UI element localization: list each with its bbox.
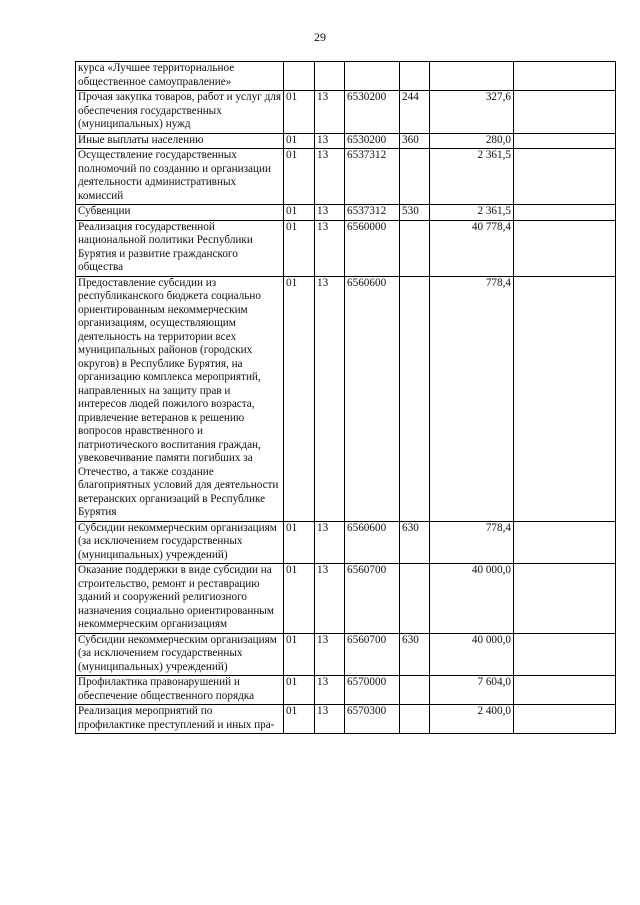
- row-subsection-cell: 13: [315, 521, 345, 564]
- row-empty-cell: [514, 62, 616, 91]
- table-row: [76, 705, 616, 734]
- row-empty-cell: [514, 91, 616, 134]
- row-section-cell: [284, 62, 315, 91]
- row-subsection-cell: 13: [315, 149, 345, 205]
- row-type-cell: 530: [400, 205, 430, 221]
- row-target-cell: [345, 62, 400, 91]
- table-row: [76, 91, 616, 134]
- table-row: [76, 149, 616, 205]
- row-amount-cell: 40 778,4: [430, 220, 514, 276]
- row-name-cell: курса «Лучшее территориальное общественное самоуправление»: [76, 62, 284, 91]
- table-body: [76, 62, 616, 734]
- row-amount-cell: 2 361,5: [430, 205, 514, 221]
- row-amount-cell: 2 361,5: [430, 149, 514, 205]
- row-section-cell: 01: [284, 91, 315, 134]
- row-type-cell: [400, 62, 430, 91]
- row-name-cell: Субсидии некоммерческим организациям (за исключением государственных (муниципальных) учреждений): [76, 633, 284, 676]
- row-type-cell: [400, 705, 430, 734]
- row-subsection-cell: 13: [315, 133, 345, 149]
- row-amount-cell: 778,4: [430, 521, 514, 564]
- row-target-cell: 6560700: [345, 633, 400, 676]
- row-subsection-cell: 13: [315, 205, 345, 221]
- row-subsection-cell: 13: [315, 91, 345, 134]
- row-name-cell: Профилактика правонарушений и обеспечение общественного порядка: [76, 676, 284, 705]
- row-amount-cell: 40 000,0: [430, 564, 514, 634]
- row-amount-cell: [430, 62, 514, 91]
- row-name-cell: Иные выплаты населению: [76, 133, 284, 149]
- row-amount-cell: 2 400,0: [430, 705, 514, 734]
- table-row: [76, 564, 616, 634]
- row-section-cell: 01: [284, 564, 315, 634]
- budget-table: [75, 61, 616, 734]
- table-row: [76, 205, 616, 221]
- row-empty-cell: [514, 220, 616, 276]
- row-section-cell: 01: [284, 633, 315, 676]
- row-target-cell: 6560700: [345, 564, 400, 634]
- row-amount-cell: 7 604,0: [430, 676, 514, 705]
- row-empty-cell: [514, 676, 616, 705]
- row-empty-cell: [514, 564, 616, 634]
- row-section-cell: 01: [284, 149, 315, 205]
- row-empty-cell: [514, 133, 616, 149]
- row-type-cell: [400, 220, 430, 276]
- row-section-cell: 01: [284, 133, 315, 149]
- table-row: [76, 62, 616, 91]
- row-section-cell: 01: [284, 676, 315, 705]
- row-amount-cell: 280,0: [430, 133, 514, 149]
- row-target-cell: 6537312: [345, 205, 400, 221]
- table-row: [76, 676, 616, 705]
- row-type-cell: 630: [400, 521, 430, 564]
- row-type-cell: [400, 564, 430, 634]
- row-target-cell: 6570000: [345, 676, 400, 705]
- row-target-cell: 6560000: [345, 220, 400, 276]
- row-empty-cell: [514, 205, 616, 221]
- row-empty-cell: [514, 521, 616, 564]
- row-target-cell: 6560600: [345, 276, 400, 521]
- row-section-cell: 01: [284, 705, 315, 734]
- row-type-cell: 244: [400, 91, 430, 134]
- table-row: [76, 633, 616, 676]
- row-type-cell: [400, 149, 430, 205]
- row-name-cell: Прочая закупка товаров, работ и услуг для обеспечения государственных (муниципальных) нужд: [76, 91, 284, 134]
- row-subsection-cell: 13: [315, 564, 345, 634]
- row-empty-cell: [514, 705, 616, 734]
- row-target-cell: 6537312: [345, 149, 400, 205]
- row-name-cell: Реализация государственной национальной политики Республики Бурятия и развитие гражданского общества: [76, 220, 284, 276]
- row-section-cell: 01: [284, 521, 315, 564]
- row-empty-cell: [514, 149, 616, 205]
- row-target-cell: 6560600: [345, 521, 400, 564]
- row-subsection-cell: 13: [315, 633, 345, 676]
- row-section-cell: 01: [284, 276, 315, 521]
- row-section-cell: 01: [284, 205, 315, 221]
- row-section-cell: 01: [284, 220, 315, 276]
- table-row: [76, 276, 616, 521]
- row-name-cell: Осуществление государственных полномочий по созданию и организации деятельности административных комиссий: [76, 149, 284, 205]
- row-name-cell: Субвенции: [76, 205, 284, 221]
- row-name-cell: Предоставление субсидии из республиканского бюджета социально ориентированным некоммерческим организациям, осуществляющим деятельность на территории всех муниципальных районов (городских округов) в Республике Бурятия, на организацию комплекса мероприятий, направленных на защиту прав и интересов людей пожилого возраста, привлечение ветеранов к решению вопросов нравственного и патриотического воспитания граждан, увековечивание памяти погибших за Отечество, а также создание благоприятных условий для деятельности ветеранских организаций в Республике Бурятия: [76, 276, 284, 521]
- row-type-cell: 360: [400, 133, 430, 149]
- table-row: [76, 521, 616, 564]
- row-amount-cell: 778,4: [430, 276, 514, 521]
- row-name-cell: Реализация мероприятий по профилактике преступлений и иных пра-: [76, 705, 284, 734]
- row-name-cell: Оказание поддержки в виде субсидии на строительство, ремонт и реставрацию зданий и сооружений религиозного назначения социально ориентированным некоммерческим организациям: [76, 564, 284, 634]
- row-subsection-cell: 13: [315, 220, 345, 276]
- row-type-cell: 630: [400, 633, 430, 676]
- row-type-cell: [400, 676, 430, 705]
- row-amount-cell: 327,6: [430, 91, 514, 134]
- row-name-cell: Субсидии некоммерческим организациям (за исключением государственных (муниципальных) учреждений): [76, 521, 284, 564]
- page-number: 29: [314, 30, 326, 44]
- row-subsection-cell: 13: [315, 276, 345, 521]
- row-empty-cell: [514, 276, 616, 521]
- table-row: [76, 220, 616, 276]
- row-subsection-cell: [315, 62, 345, 91]
- row-type-cell: [400, 276, 430, 521]
- row-target-cell: 6570300: [345, 705, 400, 734]
- row-amount-cell: 40 000,0: [430, 633, 514, 676]
- row-target-cell: 6530200: [345, 91, 400, 134]
- row-subsection-cell: 13: [315, 676, 345, 705]
- row-empty-cell: [514, 633, 616, 676]
- row-subsection-cell: 13: [315, 705, 345, 734]
- row-target-cell: 6530200: [345, 133, 400, 149]
- table-row: [76, 133, 616, 149]
